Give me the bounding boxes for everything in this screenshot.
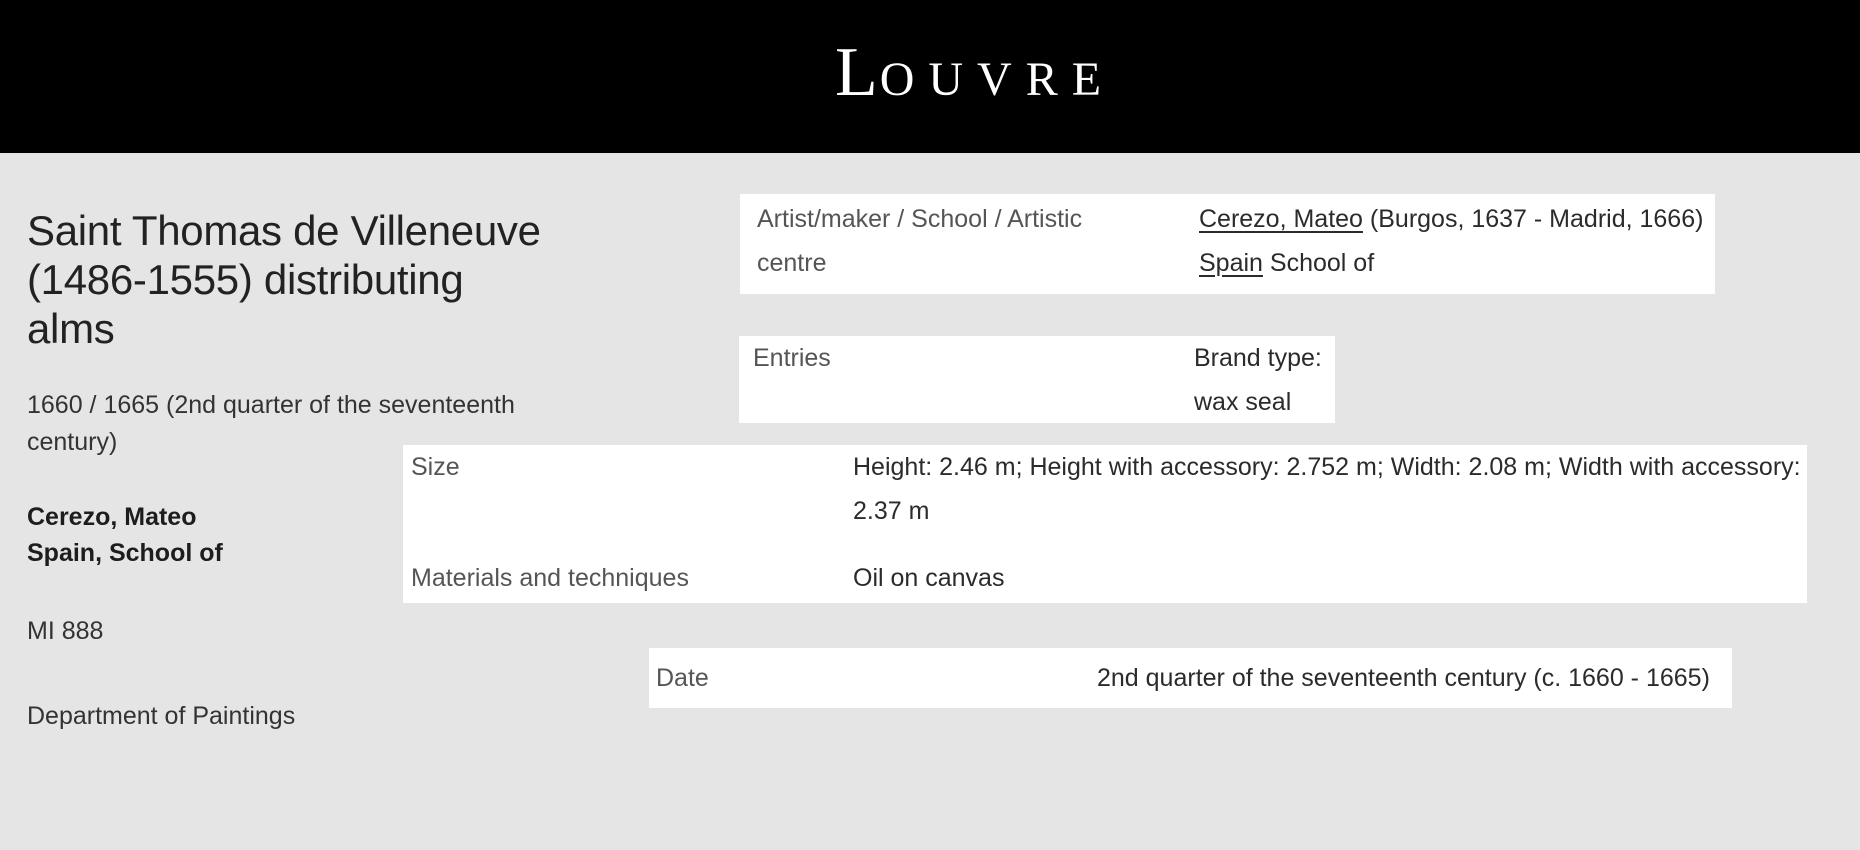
school-suffix: School of <box>1269 249 1375 277</box>
size-materials-box <box>403 445 1807 603</box>
artist-info: (Burgos, 1637 - Madrid, 1666) <box>1369 205 1704 233</box>
artwork-school: Spain, School of <box>27 539 223 567</box>
school-link[interactable]: Spain <box>1199 249 1263 277</box>
entries-value <box>1194 336 1334 424</box>
department: Department of Paintings <box>27 702 296 730</box>
artist-link[interactable]: Cerezo, Mateo <box>1199 205 1363 233</box>
size-label: Size <box>411 453 460 481</box>
artist-value <box>1199 197 1709 285</box>
size-value: Height: 2.46 m; Height with accessory: 2.752 m; Width: 2.08 m; Width with accessory: 2.37 m <box>853 453 1801 525</box>
artwork-artist: Cerezo, Mateo <box>27 503 197 531</box>
materials-value: Oil on canvas <box>853 564 1005 592</box>
logo-rest: OUVRE <box>879 53 1116 106</box>
artwork-title: Saint Thomas de Villeneuve (1486-1555) distributing alms <box>27 207 541 352</box>
artist-details-box <box>740 194 1715 294</box>
artist-line <box>1199 197 1709 241</box>
school-line <box>1199 241 1709 285</box>
materials-label: Materials and techniques <box>411 564 689 592</box>
date-label: Date <box>656 664 709 692</box>
header-bar <box>0 0 1860 153</box>
louvre-logo[interactable]: LOUVRE <box>834 34 1116 111</box>
entries-value-2: wax seal <box>1194 388 1292 416</box>
entries-label: Entries <box>753 344 831 372</box>
artist-label: Artist/maker / School / Artistic centre <box>757 205 1083 277</box>
inventory-number: MI 888 <box>27 617 104 645</box>
entries-box <box>739 336 1335 423</box>
date-value: 2nd quarter of the seventeenth century (c. 1660 - 1665) <box>1097 664 1710 692</box>
date-box <box>649 648 1732 708</box>
artwork-dates: 1660 / 1665 (2nd quarter of the seventeenth century) <box>27 391 515 456</box>
entries-value-1: Brand type: <box>1194 344 1322 372</box>
